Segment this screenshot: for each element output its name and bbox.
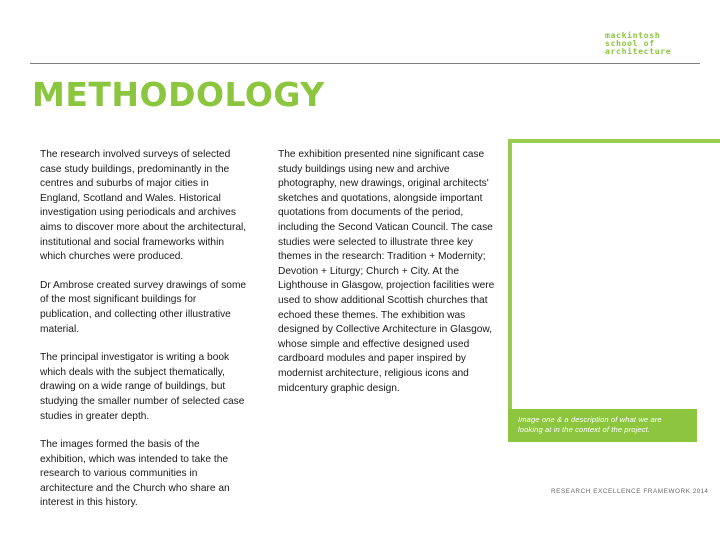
paragraph: The principal investigator is writing a book which deals with the subject thematically, drawing on a wide range of buildings, but studying the smaller number of selected case studies in greater depth. bbox=[40, 352, 245, 422]
body-column-left bbox=[40, 148, 248, 511]
image-placeholder-frame bbox=[508, 139, 720, 413]
image-caption-bar bbox=[508, 409, 697, 442]
paragraph: The research involved surveys of selected case study buildings, predominantly in the centres and suburbs of major cities in England, Scotland and Wales. Historical investigation using periodicals and archives aims to discover more about the architectural, institutional and social frameworks within which churches were produced. bbox=[40, 149, 247, 263]
header-divider bbox=[30, 63, 700, 64]
logo-line-3: architecture bbox=[605, 47, 672, 56]
footer-label: RESEARCH EXCELLENCE FRAMEWORK bbox=[551, 488, 691, 495]
paragraph: The images formed the basis of the exhibition, which was intended to take the research to various communities in architecture and the Church who share an interest in this history. bbox=[40, 439, 230, 509]
footer bbox=[551, 488, 711, 495]
image-caption-text: Image one & a description of what we are looking at in the context of the project. bbox=[518, 415, 662, 435]
footer-year: 2014 bbox=[692, 488, 709, 495]
logo-line-2: school of bbox=[605, 39, 655, 48]
body-column-right bbox=[278, 148, 496, 396]
paragraph: The exhibition presented nine significant case study buildings using new and archive photography, new drawings, original architects' sketches and quotations, alongside important quotations from documents of the period, including the Second Vatican Council. The case studies were selected to illustrate three key themes in the research: Tradition + Modernity; Devotion + Liturgy; Church + City. At the Lighthouse in Glasgow, projection facilities were used to show additional Scottish churches that echoed these themes. The exhibition was designed by Collective Architecture in Glasgow, whose simple and effective designed used cardboard modules and paper inspired by modernist architecture, religious icons and midcentury graphic design. bbox=[278, 149, 495, 394]
page-title: METHODOLOGY bbox=[32, 75, 325, 114]
paragraph: Dr Ambrose created survey drawings of some of the most significant buildings for publication, and collecting other illustrative material. bbox=[40, 279, 247, 335]
mackintosh-school-of-architecture-logo bbox=[605, 32, 697, 56]
logo-line-1: mackintosh bbox=[605, 31, 661, 40]
